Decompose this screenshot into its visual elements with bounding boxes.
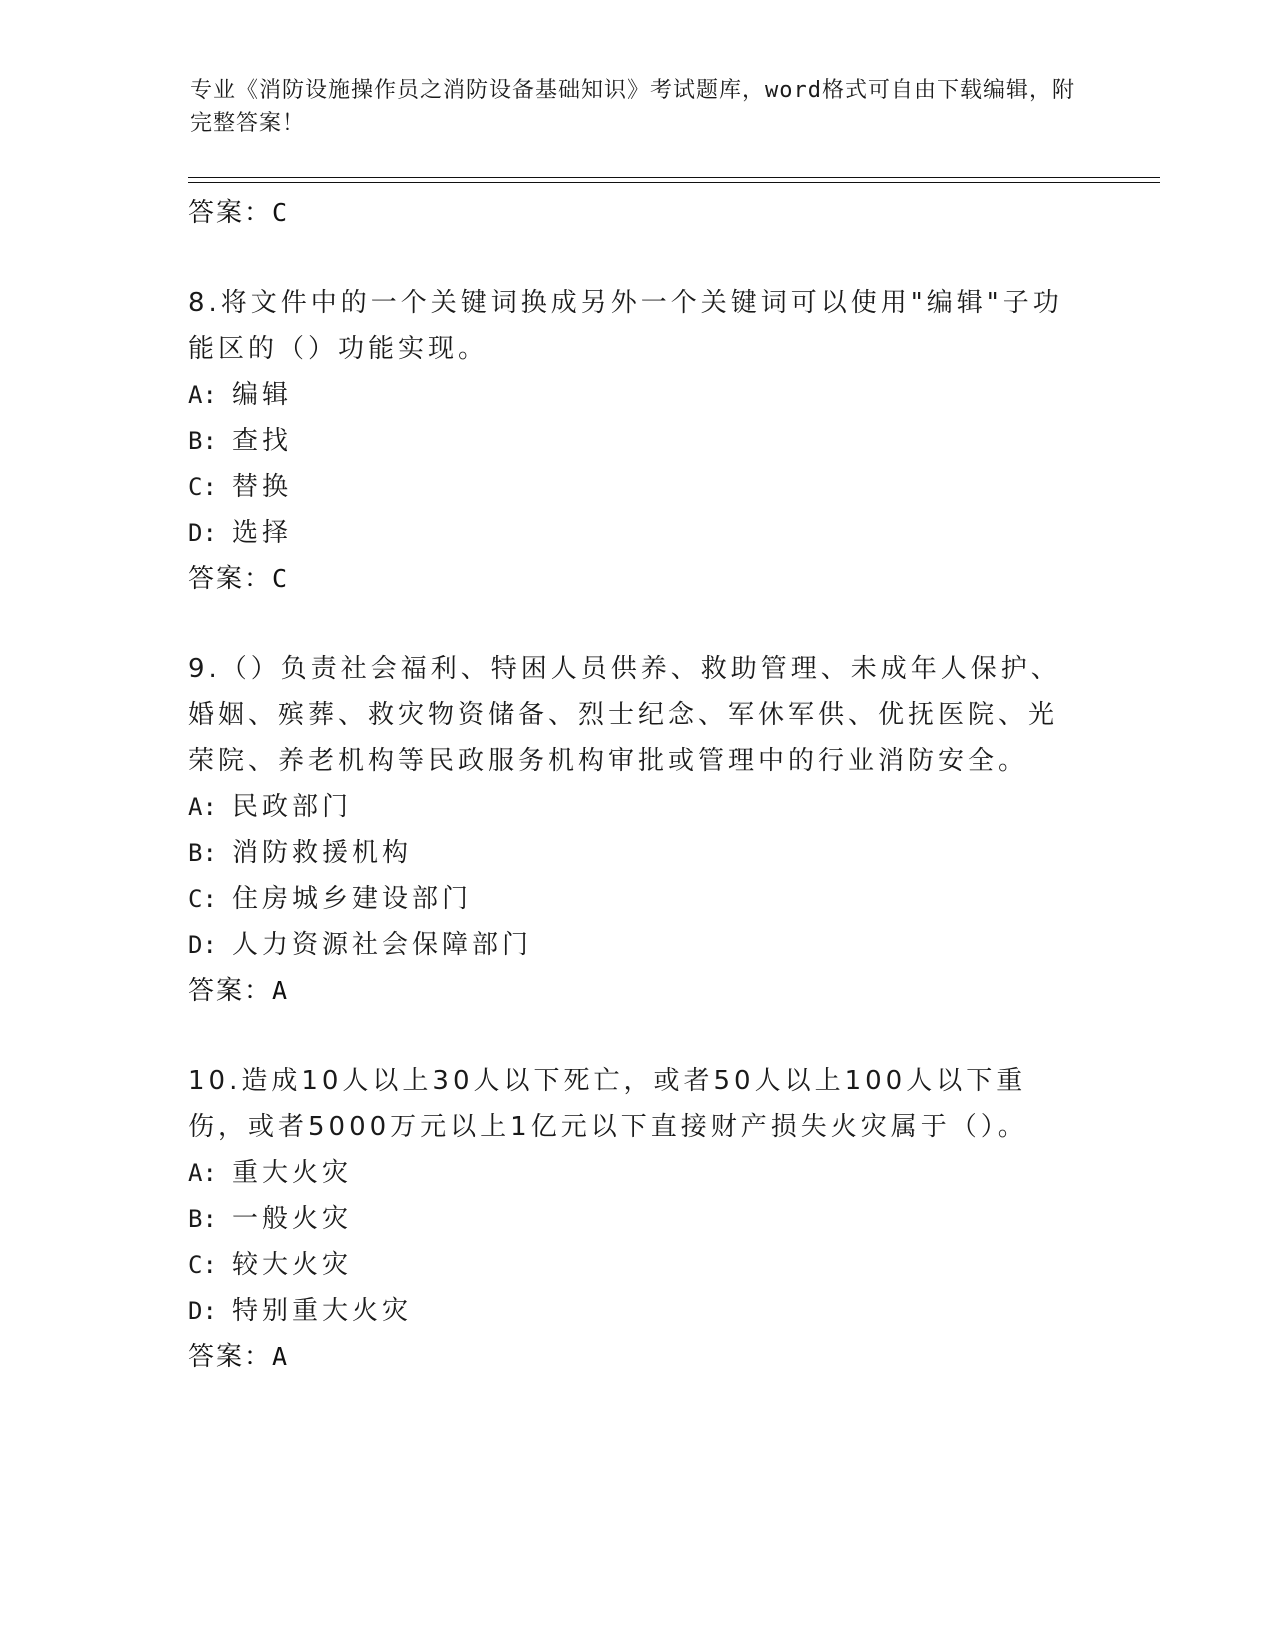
option-text: 消防救援机构	[232, 838, 413, 868]
option-c	[188, 876, 1088, 922]
option-a	[188, 372, 1088, 418]
question-9	[188, 646, 1088, 1014]
option-key: B:	[188, 839, 217, 867]
document-header: 专业《消防设施操作员之消防设备基础知识》考试题库，word格式可自由下载编辑，附完整答案！	[190, 78, 1075, 136]
answer-label: 答案：	[188, 198, 273, 228]
answer-value: A	[272, 976, 288, 1005]
option-text: 人力资源社会保障部门	[232, 930, 533, 960]
answer-value: C	[272, 564, 288, 593]
option-text: 查找	[232, 426, 293, 456]
answer-value: C	[272, 198, 288, 227]
option-b	[188, 830, 1088, 876]
option-c	[188, 464, 1088, 510]
answer-label: 答案：	[188, 1342, 273, 1372]
header-divider-top	[188, 177, 1160, 178]
question-answer	[188, 968, 1088, 1014]
option-text: 选择	[232, 518, 293, 548]
option-text: 特别重大火灾	[232, 1296, 413, 1326]
previous-answer	[188, 190, 1088, 236]
option-key: A:	[188, 793, 217, 821]
option-text: 编辑	[232, 380, 293, 410]
answer-label: 答案：	[188, 564, 273, 594]
question-list	[188, 190, 1088, 1380]
option-d	[188, 1288, 1088, 1334]
question-8	[188, 280, 1088, 602]
option-text: 民政部门	[232, 792, 353, 822]
option-key: B:	[188, 1205, 217, 1233]
option-text: 替换	[232, 472, 293, 502]
option-d	[188, 922, 1088, 968]
question-10	[188, 1058, 1088, 1380]
option-key: D:	[188, 1297, 217, 1325]
header-divider-bottom	[188, 182, 1160, 183]
question-text: 9.（）负责社会福利、特困人员供养、救助管理、未成年人保护、婚姻、殡葬、救灾物资储备、烈士纪念、军休军供、优抚医院、光荣院、养老机构等民政服务机构审批或管理中的行业消防安全。	[188, 654, 1061, 776]
option-b	[188, 1196, 1088, 1242]
question-answer	[188, 556, 1088, 602]
answer-value: A	[272, 1342, 288, 1371]
option-key: D:	[188, 931, 217, 959]
option-text: 住房城乡建设部门	[232, 884, 473, 914]
option-text: 重大火灾	[232, 1158, 353, 1188]
option-key: A:	[188, 381, 217, 409]
question-answer	[188, 1334, 1088, 1380]
question-text: 10.造成10人以上30人以下死亡，或者50人以上100人以下重伤，或者5000万元以上1亿元以下直接财产损失火灾属于（）。	[188, 1066, 1028, 1142]
question-text: 8.将文件中的一个关键词换成另外一个关键词可以使用"编辑"子功能区的（）功能实现。	[188, 288, 1063, 364]
option-key: B:	[188, 427, 217, 455]
option-c	[188, 1242, 1088, 1288]
option-key: C:	[188, 1251, 217, 1279]
option-key: C:	[188, 885, 217, 913]
answer-label: 答案：	[188, 976, 273, 1006]
option-b	[188, 418, 1088, 464]
option-d	[188, 510, 1088, 556]
option-text: 较大火灾	[232, 1250, 353, 1280]
option-text: 一般火灾	[232, 1204, 353, 1234]
option-a	[188, 1150, 1088, 1196]
option-key: D:	[188, 519, 217, 547]
option-key: C:	[188, 473, 217, 501]
option-a	[188, 784, 1088, 830]
option-key: A:	[188, 1159, 217, 1187]
